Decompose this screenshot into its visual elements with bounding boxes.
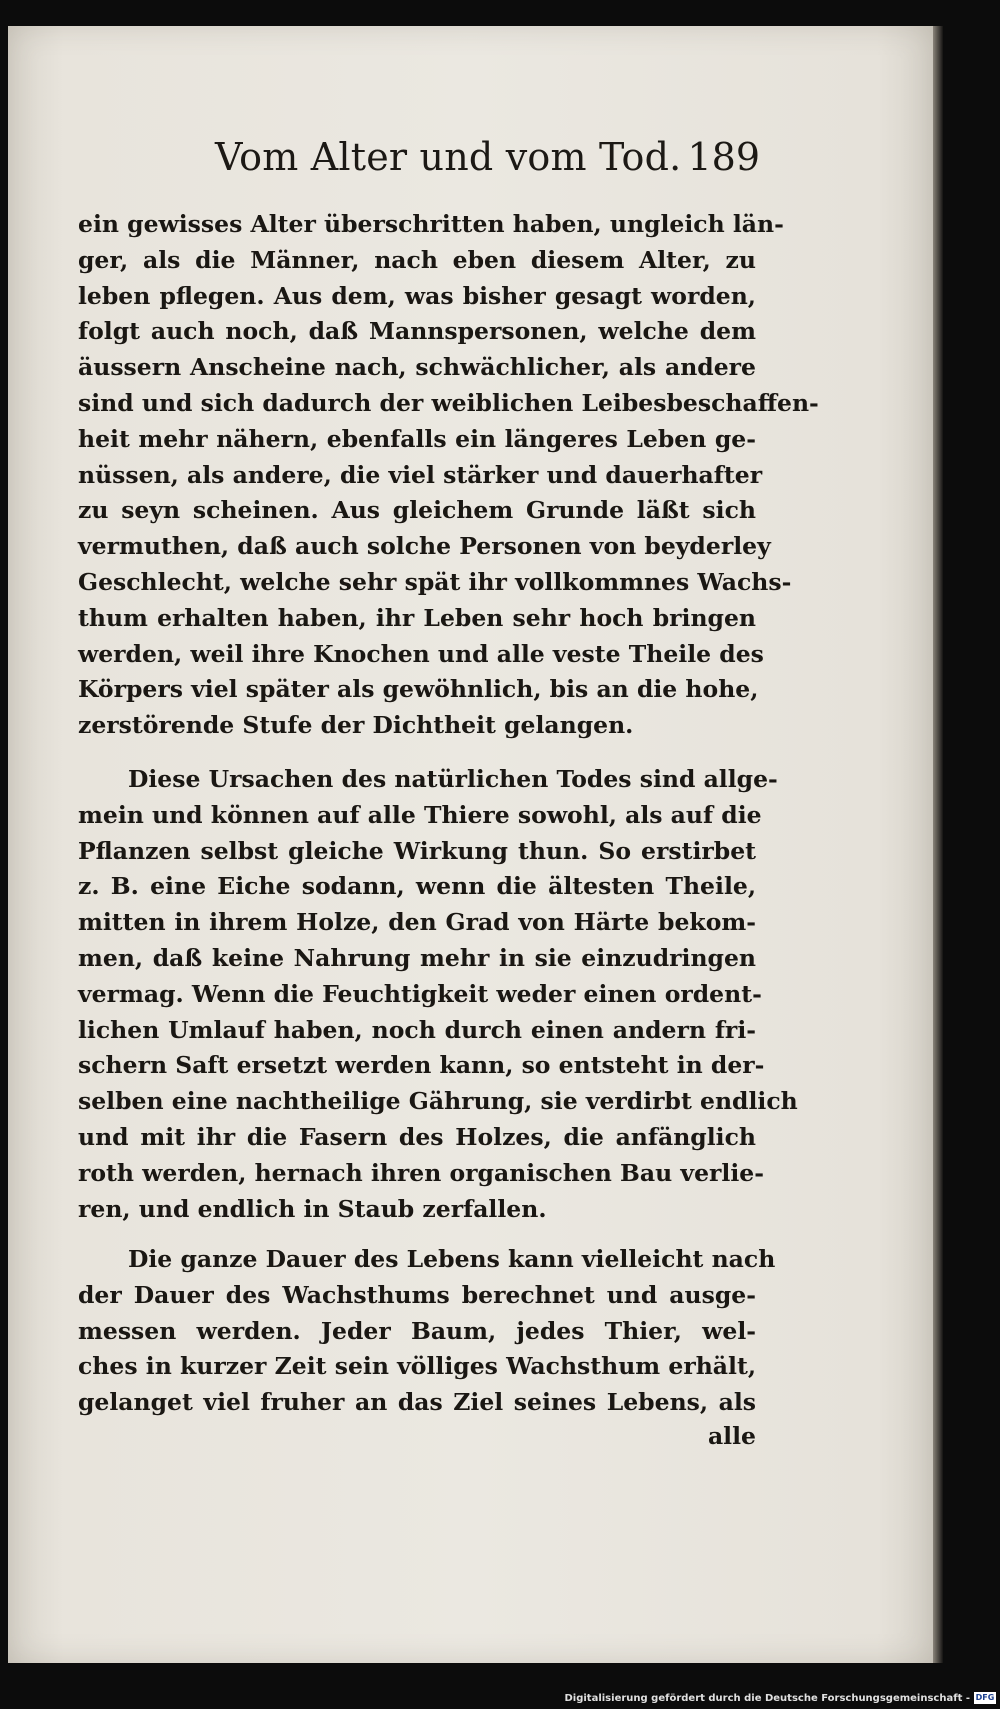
- paragraph-3: [78, 1242, 776, 1421]
- text-line: Geschlecht, welche sehr spät ihr vollkommnes Wachs-: [78, 567, 792, 596]
- text-line: sind und sich dadurch der weiblichen Leibesbeschaffen-: [78, 388, 819, 417]
- text-line: ger, als die Männer, nach eben diesem Alter, zu: [78, 245, 756, 274]
- text-line: lichen Umlauf haben, noch durch einen andern fri-: [78, 1015, 756, 1044]
- running-title: Vom Alter und vom Tod.: [215, 135, 682, 179]
- paragraph-1: [78, 207, 819, 744]
- text-line: Die ganze Dauer des Lebens kann vielleicht nach: [128, 1245, 776, 1273]
- text-line: selben eine nachtheilige Gährung, sie verdirbt endlich: [78, 1087, 798, 1116]
- page-number: 189: [687, 135, 760, 179]
- text-line: messen werden. Jeder Baum, jedes Thier, wel-: [78, 1316, 756, 1345]
- text-line: Pflanzen selbst gleiche Wirkung thun. So erstirbet: [78, 836, 756, 865]
- text-line: vermuthen, daß auch solche Personen von beyderley: [78, 532, 771, 561]
- digitization-credit: Digitalisierung gefördert durch die Deutsche Forschungsgemeinschaft -: [564, 1693, 970, 1704]
- text-line: mitten in ihrem Holze, den Grad von Härte bekom-: [78, 908, 756, 937]
- text-line: leben pflegen. Aus dem, was bisher gesagt worden,: [78, 281, 756, 310]
- text-line: folgt auch noch, daß Mannspersonen, welche dem: [78, 317, 756, 346]
- text-line: Diese Ursachen des natürlichen Todes sind allge-: [128, 765, 778, 793]
- text-line: z. B. eine Eiche sodann, wenn die ältesten Theile,: [78, 872, 756, 901]
- text-line: der Dauer des Wachsthums berechnet und ausge-: [78, 1280, 756, 1309]
- text-line: men, daß keine Nahrung mehr in sie einzudringen: [78, 943, 756, 972]
- text-line: roth werden, hernach ihren organischen Bau verlie-: [78, 1158, 764, 1187]
- text-line: mein und können auf alle Thiere sowohl, als auf die: [78, 800, 762, 829]
- text-line: zerstörende Stufe der Dichtheit gelangen.: [78, 711, 634, 740]
- paragraph-2: [78, 762, 798, 1227]
- text-line: zu seyn scheinen. Aus gleichem Grunde läßt sich: [78, 496, 756, 525]
- dfg-logo: DFG: [975, 1693, 995, 1702]
- text-line: ches in kurzer Zeit sein völliges Wachsthum erhält,: [78, 1352, 756, 1381]
- text-line: vermag. Wenn die Feuchtigkeit weder einen ordent-: [78, 979, 762, 1008]
- text-line: thum erhalten haben, ihr Leben sehr hoch bringen: [78, 603, 756, 632]
- page-edge: [933, 26, 943, 1663]
- text-line: schern Saft ersetzt werden kann, so entsteht in der-: [78, 1051, 765, 1080]
- text-line: Körpers viel später als gewöhnlich, bis an die hohe,: [78, 675, 759, 704]
- text-line: heit mehr nähern, ebenfalls ein längeres Leben ge-: [78, 424, 756, 453]
- page-header: [215, 135, 760, 191]
- text-line: äussern Anscheine nach, schwächlicher, als andere: [78, 353, 756, 382]
- text-line: ein gewisses Alter überschritten haben, ungleich län-: [78, 210, 784, 238]
- text-line: nüssen, als andere, die viel stärker und dauerhafter: [78, 460, 763, 489]
- text-line: ren, und endlich in Staub zerfallen.: [78, 1194, 547, 1223]
- text-line: und mit ihr die Fasern des Holzes, die anfänglich: [78, 1122, 756, 1151]
- catchword: alle: [707, 1422, 756, 1450]
- text-line: gelanget viel fruher an das Ziel seines Lebens, als: [78, 1388, 756, 1417]
- text-line: werden, weil ihre Knochen und alle veste Theile des: [78, 639, 764, 668]
